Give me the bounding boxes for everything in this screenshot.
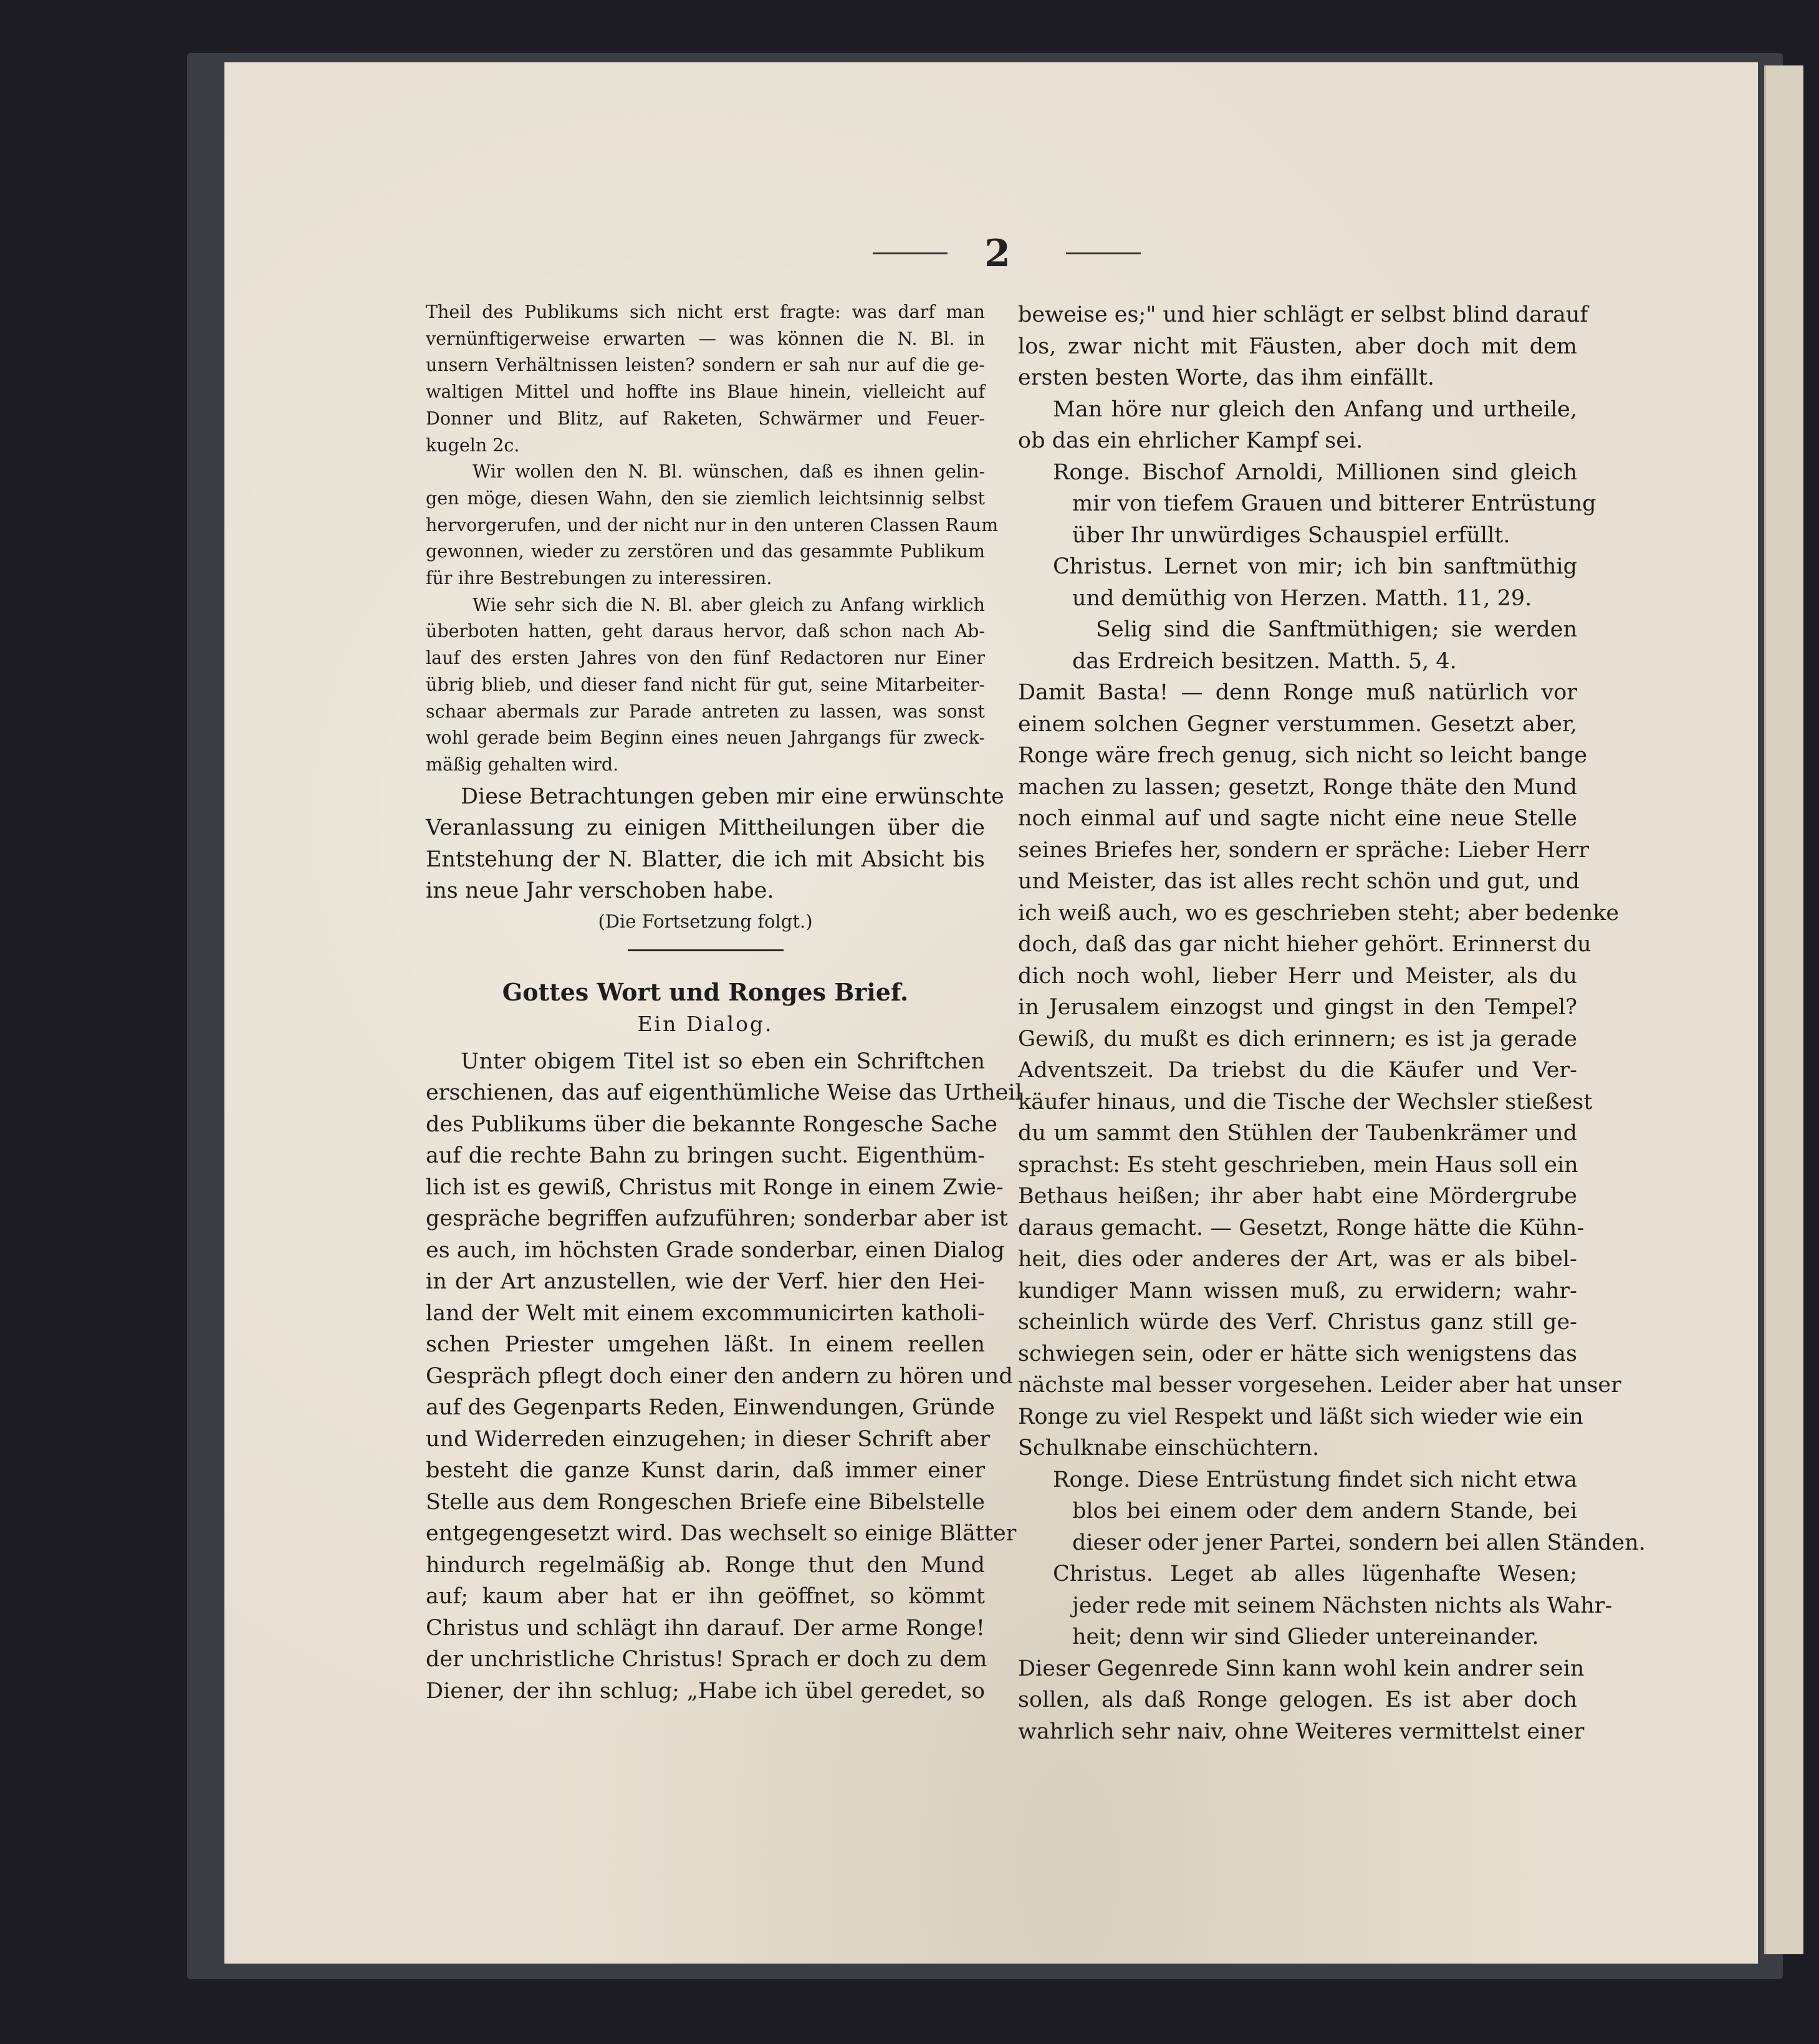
dialog-line: mir von tiefem Grauen und bitterer Entrüstung bbox=[1072, 491, 1596, 516]
text-line: Ronge zu viel Respekt und läßt sich wieder wie ein bbox=[1018, 1404, 1583, 1429]
text-line: Gewiß, du mußt es dich erinnern; es ist ja gerade bbox=[1018, 1026, 1577, 1052]
dialog-line: jeder rede mit seinem Nächsten nichts als Wahr- bbox=[1072, 1593, 1613, 1618]
text-line: Theil des Publikums sich nicht erst fragte: was darf man bbox=[426, 302, 985, 322]
dialog-line: dieser oder jener Partei, sondern bei allen Ständen. bbox=[1072, 1530, 1646, 1555]
text-line: sollen, als daß Ronge gelogen. Es ist aber doch bbox=[1018, 1687, 1577, 1712]
text-line: ob das ein ehrlicher Kampf sei. bbox=[1018, 428, 1363, 453]
text-line: doch, daß das gar nicht hieher gehört. Erinnerst du bbox=[1018, 932, 1591, 957]
dialog-line-ronge: Ronge. Bischof Arnoldi, Millionen sind gleich bbox=[1053, 459, 1577, 485]
text-line: es auch, im höchsten Grade sonderbar, einen Dialog bbox=[426, 1237, 1005, 1263]
text-line: Damit Basta! — denn Ronge muß natürlich vor bbox=[1018, 680, 1577, 705]
text-line: gewonnen, wieder zu zerstören und das gesammte Publikum bbox=[426, 541, 985, 562]
text-line: Bethaus heißen; ihr aber habt eine Mördergrube bbox=[1018, 1184, 1577, 1209]
dialog-line: heit; denn wir sind Glieder untereinander. bbox=[1072, 1624, 1539, 1649]
text-line: des Publikums über die bekannte Rongesche Sache bbox=[426, 1111, 997, 1137]
article-body bbox=[426, 1046, 1022, 1707]
dialog-line: Selig sind die Sanftmüthigen; sie werden bbox=[1096, 617, 1577, 642]
right-column bbox=[1018, 299, 1646, 1747]
continuation-note: (Die Fortsetzung folgt.) bbox=[598, 910, 813, 932]
dialog-line: und demüthig von Herzen. Matth. 11, 29. bbox=[1072, 585, 1532, 611]
text-line: du um sammt den Stühlen der Taubenkrämer und bbox=[1018, 1121, 1577, 1146]
text-line: und Widerreden einzugehen; in dieser Schrift aber bbox=[426, 1426, 991, 1452]
text-line: ich weiß auch, wo es geschrieben steht; aber bedenke bbox=[1018, 900, 1620, 926]
text-line: mäßig gehalten wird. bbox=[426, 754, 619, 775]
text-line: Stelle aus dem Rongeschen Briefe eine Bibelstelle bbox=[426, 1489, 985, 1515]
text-line: gespräche begriffen aufzuführen; sonderbar aber ist bbox=[426, 1206, 1008, 1232]
text-line: in Jerusalem einzogst und gingst in den Tempel? bbox=[1018, 995, 1577, 1020]
dialog-line: blos bei einem oder dem andern Stande, bei bbox=[1072, 1499, 1577, 1523]
text-line: schen Priester umgehen läßt. In einem reellen bbox=[426, 1332, 985, 1358]
text-line: daraus gemacht. — Gesetzt, Ronge hätte die Kühn- bbox=[1018, 1215, 1585, 1240]
dialog-line: über Ihr unwürdiges Schauspiel erfüllt. bbox=[1072, 522, 1510, 548]
article-subtitle: Ein Dialog. bbox=[637, 1011, 774, 1036]
text-line: für ihre Bestrebungen zu interessiren. bbox=[426, 568, 772, 589]
article-heading: Gottes Wort und Ronges Brief. bbox=[502, 977, 909, 1006]
text-line: erschienen, das auf eigenthümliche Weise das Urtheil bbox=[426, 1080, 1022, 1106]
text-line: lauf des ersten Jahres von den fünf Redactoren nur Einer bbox=[426, 648, 985, 669]
dialog-line-christus: Christus. Leget ab alles lügenhafte Wesen; bbox=[1053, 1562, 1577, 1586]
text-line: Adventszeit. Da triebst du die Käufer und Ver- bbox=[1018, 1058, 1577, 1083]
text-line: unsern Verhältnissen leisten? sondern er sah nur auf die ge- bbox=[426, 355, 985, 376]
text-line: seines Briefes her, sondern er spräche: Lieber Herr bbox=[1018, 837, 1589, 863]
page-number-dash-right bbox=[1066, 252, 1141, 254]
text-line: noch einmal auf und sagte nicht eine neue Stelle bbox=[1018, 806, 1577, 831]
text-line: Diese Betrachtungen geben mir eine erwünschte bbox=[461, 784, 1004, 809]
text-line: waltigen Mittel und hoffte ins Blaue hinein, vielleicht auf bbox=[426, 381, 985, 403]
text-line: beweise es;" und hier schlägt er selbst blind darauf bbox=[1018, 302, 1588, 327]
text-line: übrig blieb, und dieser fand nicht für gut, seine Mitarbeiter- bbox=[426, 674, 985, 695]
text-line: kugeln 2c. bbox=[426, 434, 520, 456]
left-column bbox=[426, 299, 1022, 1707]
text-line: Unter obigem Titel ist so eben ein Schriftchen bbox=[461, 1048, 985, 1074]
page-number: 2 bbox=[984, 232, 1010, 276]
text-line: auf; kaum aber hat er ihn geöffnet, so kömmt bbox=[426, 1584, 985, 1610]
text-line: Man höre nur gleich den Anfang und urtheile, bbox=[1053, 396, 1577, 422]
text-line: schwiegen sein, oder er hätte sich wenigstens das bbox=[1018, 1341, 1577, 1366]
text-line: Entstehung der N. Blatter, die ich mit Absicht bis bbox=[426, 847, 985, 872]
text-line: land der Welt mit einem excommunicirten katholi- bbox=[426, 1300, 985, 1326]
text-line: scheinlich würde des Verf. Christus ganz still ge- bbox=[1018, 1310, 1577, 1335]
text-line: Wie sehr sich die N. Bl. aber gleich zu Anfang wirklich bbox=[473, 594, 985, 615]
text-line: überboten hatten, geht daraus hervor, daß schon nach Ab- bbox=[426, 621, 985, 642]
text-line: Ronge wäre frech genug, sich nicht so leicht bange bbox=[1018, 743, 1588, 768]
text-line: los, zwar nicht mit Fäusten, aber doch mit dem bbox=[1018, 333, 1577, 359]
text-line: auf die rechte Bahn zu bringen sucht. Eigenthüm- bbox=[426, 1143, 985, 1169]
text-line: Schulknabe einschüchtern. bbox=[1018, 1436, 1320, 1461]
text-line: in der Art anzustellen, wie der Verf. hier den Hei- bbox=[426, 1269, 985, 1295]
text-line: der unchristliche Christus! Sprach er doch zu dem bbox=[426, 1647, 987, 1672]
small-print-block bbox=[426, 299, 999, 779]
dialog-line-christus: Christus. Lernet von mir; ich bin sanftmüthig bbox=[1053, 554, 1577, 579]
text-line: entgegengesetzt wird. Das wechselt so einige Blätter bbox=[426, 1521, 1017, 1547]
facing-page-edge bbox=[1764, 65, 1803, 1954]
dialog-line-ronge: Ronge. Diese Entrüstung findet sich nicht etwa bbox=[1053, 1467, 1577, 1492]
text-line: Donner und Blitz, auf Raketen, Schwärmer und Feuer- bbox=[426, 408, 985, 429]
dialog-line: das Erdreich besitzen. Matth. 5, 4. bbox=[1072, 648, 1457, 674]
text-line: ersten besten Worte, das ihm einfällt. bbox=[1018, 365, 1435, 390]
text-line: dich noch wohl, lieber Herr und Meister, als du bbox=[1018, 963, 1577, 989]
text-line: käufer hinaus, und die Tische der Wechsler stießest bbox=[1018, 1089, 1593, 1115]
text-line: schaar abermals zur Parade antreten zu lassen, was sonst bbox=[426, 701, 985, 722]
text-line: Veranlassung zu einigen Mittheilungen über die bbox=[426, 815, 985, 841]
text-line: nächste mal besser vorgesehen. Leider aber hat unser bbox=[1018, 1373, 1621, 1398]
text-line: sprachst: Es steht geschrieben, mein Haus soll ein bbox=[1018, 1152, 1578, 1178]
text-line: Wir wollen den N. Bl. wünschen, daß es ihnen gelin- bbox=[473, 461, 985, 482]
text-line: Gespräch pflegt doch einer den andern zu hören und bbox=[426, 1363, 1013, 1389]
text-line: Diener, der ihn schlug; „Habe ich übel geredet, so bbox=[426, 1678, 985, 1704]
text-line: hindurch regelmäßig ab. Ronge thut den Mund bbox=[426, 1552, 985, 1578]
text-line: auf des Gegenparts Reden, Einwendungen, Gründe bbox=[426, 1395, 995, 1421]
text-line: vernünftigerweise erwarten — was können die N. Bl. in bbox=[426, 328, 985, 349]
text-line: ins neue Jahr verschoben habe. bbox=[426, 878, 774, 904]
text-line: besteht die ganze Kunst darin, daß immer einer bbox=[426, 1458, 985, 1484]
text-line: gen möge, diesen Wahn, den sie ziemlich leichtsinnig selbst bbox=[426, 487, 985, 509]
text-line: lich ist es gewiß, Christus mit Ronge in einem Zwie- bbox=[426, 1174, 1004, 1200]
text-line: wohl gerade beim Beginn eines neuen Jahrgangs für zweck- bbox=[426, 727, 985, 749]
text-line: einem solchen Gegner verstummen. Gesetzt aber, bbox=[1018, 711, 1577, 737]
text-line: kundiger Mann wissen muß, zu erwidern; wahr- bbox=[1018, 1278, 1577, 1303]
text-line: wahrlich sehr naiv, ohne Weiteres vermittelst einer bbox=[1018, 1719, 1585, 1744]
section-separator bbox=[628, 949, 784, 951]
text-line: machen zu lassen; gesetzt, Ronge thäte den Mund bbox=[1018, 774, 1577, 800]
closing-paragraph bbox=[426, 781, 1004, 936]
text-line: und Meister, das ist alles recht schön und gut, und bbox=[1018, 869, 1580, 894]
text-line: hervorgerufen, und der nicht nur in den unteren Classen Raum bbox=[426, 514, 999, 535]
text-line: Christus und schlägt ihn darauf. Der arme Ronge! bbox=[426, 1615, 985, 1641]
text-line: Dieser Gegenrede Sinn kann wohl kein andrer sein bbox=[1018, 1656, 1585, 1681]
text-line: heit, dies oder anderes der Art, was er als bibel- bbox=[1018, 1247, 1577, 1272]
